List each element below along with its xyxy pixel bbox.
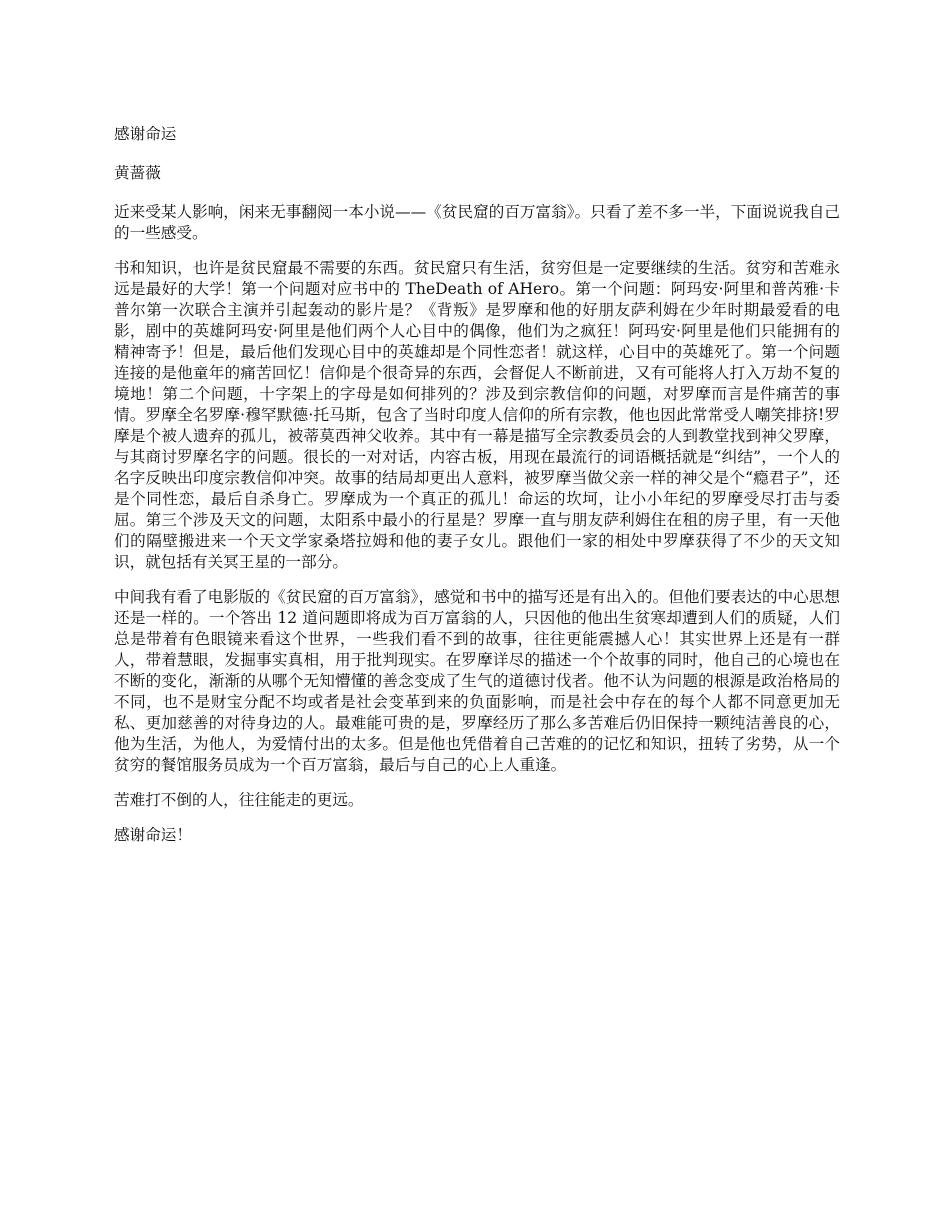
paragraph-hardship: 苦难打不倒的人，往往能走的更远。 (114, 791, 364, 809)
paragraph-book-knowledge: 书和知识，也许是贫民窟最不需要的东西。贫民窟只有生活，贫穷但是一定要继续的生活。贫穷和苦难永远是最好的大学！第一个问题对应书中的 TheDeath of AHero。第一个问题：阿玛安·阿里和普芮雅·卡普尔第一次联合主演并引起轰动的影片是？《背叛》是罗摩和他的好朋友萨利姆在少年时期最爱看的电影，剧中的英雄阿玛安·阿里是他们两个人心目中的偶像，他们为之疯狂！阿玛安·阿里是他们只能拥有的精神寄予！但是，最后他们发现心目中的英雄却是个同性恋者！就这样，心目中的英雄死了。第一个问题连接的是他童年的痛苦回忆！信仰是个很奇异的东西，会督促人不断前进，又有可能将人打入万劫不复的境地！第二个问题，十字架上的字母是如何排列的？涉及到宗教信仰的问题，对罗摩而言是件痛苦的事情。罗摩全名罗摩·穆罕默德·托马斯，包含了当时印度人信仰的所有宗教，他也因此常常受人嘲笑排挤!罗摩是个被人遗弃的孤儿，被蒂莫西神父收养。其中有一幕是描写全宗教委员会的人到教堂找到神父罗摩，与其商讨罗摩名字的问题。很长的一对对话，内容古板，用现在最流行的词语概括就是“纠结”，一个人的名字反映出印度宗教信仰冲突。故事的结局却更出人意料，被罗摩当做父亲一样的神父是个“瘾君子”，还是个同性恋，最后自杀身亡。罗摩成为一个真正的孤儿！命运的坎坷，让小小年纪的罗摩受尽打击与委屈。第三个涉及天文的问题，太阳系中最小的行星是？罗摩一直与朋友萨利姆住在租的房子里，有一天他们的隔壁搬进来一个天文学家桑塔拉姆和他的妻子女儿。跟他们一家的相处中罗摩获得了不少的天文知识，就包括有关冥王星的一部分。 (114, 259, 840, 571)
paragraph-intro: 近来受某人影响，闲来无事翻阅一本小说——《贫民窟的百万富翁》。只看了差不多一半，下面说说我自己的一些感受。 (114, 203, 840, 242)
paragraph-closing: 感谢命运！ (114, 826, 192, 844)
document-author: 黄蔷薇 (114, 164, 161, 182)
paragraph-movie-comparison: 中间我有看了电影版的《贫民窟的百万富翁》，感觉和书中的描写还是有出入的。但他们要表达的中心思想还是一样的。一个答出 12 道问题即将成为百万富翁的人，只因他的他出生贫寒却遭到人们的质疑，人们总是带着有色眼镜来看这个世界，一些我们看不到的故事，往往更能震撼人心！其实世界上还是有一群人，带着慧眼，发掘事实真相，用于批判现实。在罗摩详尽的描述一个个故事的同时，他自己的心境也在不断的变化，渐渐的从哪个无知懵懂的善念变成了生气的道德讨伐者。他不认为问题的根源是政治格局的不同，也不是财宝分配不均或者是社会变革到来的负面影响，而是社会中存在的每个人都不同意更加无私、更加慈善的对待身边的人。最难能可贵的是，罗摩经历了那么多苦难后仍旧保持一颗纯洁善良的心，他为生活，为他人，为爱情付出的太多。但是他也凭借着自己苦难的的记忆和知识，扭转了劣势，从一个贫穷的餐馆服务员成为一个百万富翁，最后与自己的心上人重逢。 (114, 588, 840, 774)
document-page (114, 124, 840, 860)
document-title: 感谢命运 (114, 125, 177, 143)
